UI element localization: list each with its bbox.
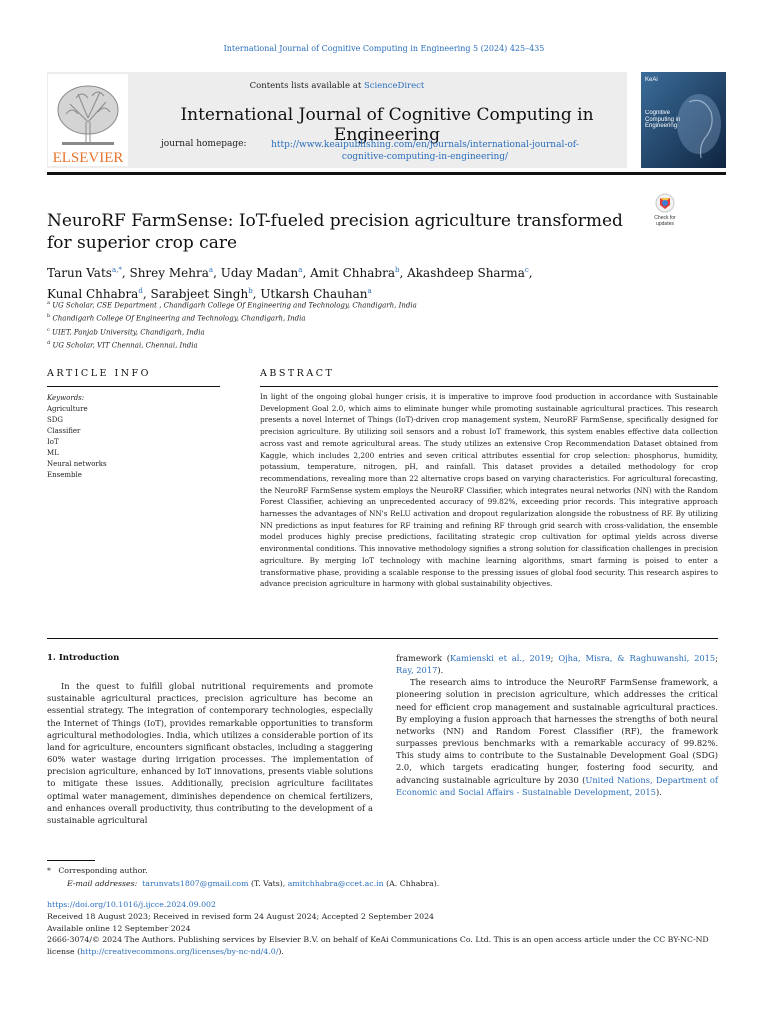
abstract-heading: ABSTRACT [260,368,335,379]
check-for-updates-badge[interactable] [648,192,682,228]
email-link[interactable]: amitchhabra@ccet.ac.in [287,878,384,888]
contents-prefix: Contents lists available at [249,81,362,91]
abstract-text: In light of the ongoing global hunger crisis, it is imperative to improve food production in accordance with Sustainable Development Goal 2.0, which aims to eliminate hunger while promoting sustainable agricultural practices. This research presents a novel Internet of Things (IoT)-driven crop management system, NeuroRF FarmSense, specifically designed for precision agriculture. By utilizing soil sensors and a robust IoT framework, this system enables effective data collection across vast and remote agricultural areas. The study utilizes an extensive Crop Recommendation Dataset obtained from Kaggle, which includes 2,200 entries and seven critical attributes essential for crop selection: phosphorus, humidity, potassium, temperature, nitrogen, pH, and rainfall. This dataset provides a detailed methodology for crop recommendations, revealing more than 22 alternative crops based on varying characteristics. For agricultural forecasting, the NeuroRF FarmSense system employs the NeuroRF Classifier, which integrates neural networks (NN) with the Random Forest Classifier, achieving an unprecedented accuracy of 99.82%, exceeding prior records. This integrative approach harnesses the advantages of NN's ReLU activation and dropout regularization alongside the robustness of RF. By utilizing NN predictions as input features for RF training and refining RF through grid search with cross-validation, the ensemble model produces highly precise predictions, facilitating strategic crop cultivation for optimal yields across diverse environmental conditions. This innovative methodology signifies a strong solution for classification challenges in precision agriculture. By merging IoT technology with machine learning algorithms, smart farming is poised to enter a transformative phase, providing a scalable response to the pressing issues of global food security. This research aspires to advance precision agriculture in harmony with global sustainability objectives. [260,392,718,589]
keyword: IoT [47,438,59,446]
affiliations [47,298,547,351]
author[interactable]: Tarun Vats$^{a,*}$ [47,266,122,280]
citation-link[interactable]: Ray, 2017 [396,665,438,676]
affiliation: $^b$ Chandigarh College Of Engineering and Technology, Chandigarh, India [47,313,306,323]
author[interactable]: Uday Madan$^a$ [220,266,303,280]
article-info-heading: ARTICLE INFO [47,368,151,379]
journal-homepage-link[interactable] [260,139,590,163]
section-heading-introduction: 1. Introduction [47,653,120,663]
journal-title: International Journal of Cognitive Computing in Engineering [180,105,594,145]
homepage-url-line-1[interactable]: http://www.keaipublishing.com/en/journals/international-journal-of- [271,140,579,150]
keyword: Classifier [47,427,81,435]
author-list: Tarun Vats$^{a,*}$, Shrey Mehra$^a$, Uday Madan$^a$, Amit Chhabra$^b$, Akashdeep Sharma$^c$, Kunal Chhabra$^d$, Sarabjeet Singh$^b$, Utkarsh Chauhan$^a$ [47,266,533,301]
doi-link[interactable]: https://doi.org/10.1016/j.ijcce.2024.09.002 [47,900,216,909]
citation-link[interactable]: Ojha, Misra, & Raghuwanshi, 2015 [558,653,716,663]
citation-link[interactable]: United Nations, Department of Economic and Social Affairs - Sustainable Development, 2015 [396,774,718,797]
received-dates: Received 18 August 2023; Received in revised form 24 August 2024; Accepted 2 September 2024 [47,911,435,921]
copyright-notice: 2666-3074/© 2024 The Authors. Publishing services by Elsevier B.V. on behalf of KeAi Communications Co. Ltd. This is an open access article under the CC BY-NC-ND license (http://creativecommons.org/licenses/by-nc-nd/4.0/). [47,935,709,957]
journal-reference[interactable]: International Journal of Cognitive Computing in Engineering 5 (2024) 425–435 [223,44,545,53]
intro-paragraph-1-continued: framework (Kamienski et al., 2019; Ojha, Misra, & Raghuwanshi, 2015; Ray, 2017). [396,653,718,676]
affiliation: $^c$ UIET, Panjab University, Chandigarh, India [47,326,205,336]
email-label: E-mail addresses: [67,878,138,888]
keywords-label: Keywords: [47,394,85,402]
affiliation: $^a$ UG Scholar, CSE Department , Chandigarh College Of Engineering and Technology, Chandigarh, India [47,300,417,310]
footnote-mark: * [47,866,51,875]
homepage-url-line-2[interactable]: cognitive-computing-in-engineering/ [341,152,509,162]
body-column-right [396,652,718,798]
footnote-rule [47,860,95,861]
contents-available-line [47,81,627,91]
body-column-left [47,652,373,826]
journal-homepage-label: journal homepage: [161,139,247,149]
keyword: Ensemble [47,471,82,479]
journal-cover-thumbnail[interactable] [641,72,726,168]
article-title: NeuroRF FarmSense: IoT-fueled precision agriculture transformed for superior crop care [47,211,623,253]
keyword: Neural networks [47,460,107,468]
affiliation: $^d$ UG Scholar, VIT Chennai, Chennai, India [47,339,198,350]
svg-text:updates: updates [656,221,674,227]
article-metadata [47,899,718,958]
corresponding-author-label: Corresponding author. [58,866,148,875]
license-link[interactable]: http://creativecommons.org/licenses/by-nc-nd/4.0/ [80,947,279,957]
author[interactable]: Kunal Chhabra$^d$ [47,287,143,301]
header-rule [47,172,726,175]
available-online: Available online 12 September 2024 [47,923,191,933]
keywords-block [47,393,107,481]
svg-text:KeAi: KeAi [645,77,658,83]
author[interactable]: Akashdeep Sharma$^c$ [407,266,529,280]
keyword: ML [47,449,59,457]
intro-paragraph-1: In the quest to fulfill global nutritional requirements and promote sustainable agricultural practices, precision agriculture has become an essential strategy. The integration of contemporary technologies, especially the Internet of Things (IoT), provides remarkable opportunities to transform agricultural methodologies. India, which utilizes a considerable portion of its land for agriculture, encounters significant obstacles, including a staggering 60% water wastage during irrigation processes. The implementation of precision agriculture, enhanced by IoT innovations, presents viable solutions to mitigate these issues. Additionally, precision agriculture facilitates optimal water management, diminishes dependence on chemical fertilizers, and enhances overall productivity, thus contributing to the development of a sustainable agricultural [47,681,373,825]
svg-text:Check for: Check for [654,215,676,221]
abstract-rule [260,386,718,387]
author[interactable]: Sarabjeet Singh$^b$ [150,287,253,301]
intro-paragraph-2: The research aims to introduce the NeuroRF FarmSense framework, a pioneering solution in precision agriculture, which addresses the critical need for efficient crop management and sustainable agricultural practices. By employing a fusion approach that harnesses the strengths of both neural networks (NN) and Random Forest Classifier (RF), the framework surpasses previous benchmarks with a remarkable accuracy of 99.82%. This study aims to contribute to the Sustainable Development Goal (SDG) 2.0, which targets eradicating hunger, fostering food security, and advancing sustainable agriculture by 2030 (United Nations, Department of Economic and Social Affairs - Sustainable Development, 2015). [396,677,718,797]
corresponding-author-footnote: * Corresponding author. E-mail addresses: tarunvats1807@gmail.com (T. Vats), amitchhabra@ccet.ac.in (A. Chhabra). [47,866,440,888]
author[interactable]: Shrey Mehra$^a$ [129,266,214,280]
article-info-rule [47,386,220,387]
author[interactable]: Amit Chhabra$^b$ [310,266,400,280]
citation-link[interactable]: Kamienski et al., 2019 [449,653,551,663]
keyword: Agriculture [47,405,88,413]
author[interactable]: Utkarsh Chauhan$^a$ [260,287,372,301]
svg-text:ELSEVIER: ELSEVIER [52,150,124,166]
abstract-bottom-rule [47,638,718,639]
sciencedirect-link[interactable]: ScienceDirect [363,81,425,91]
cover-title: Cognitive Computing in Engineering [645,110,681,129]
email-link[interactable]: tarunvats1807@gmail.com [142,878,249,888]
keyword: SDG [47,416,63,424]
